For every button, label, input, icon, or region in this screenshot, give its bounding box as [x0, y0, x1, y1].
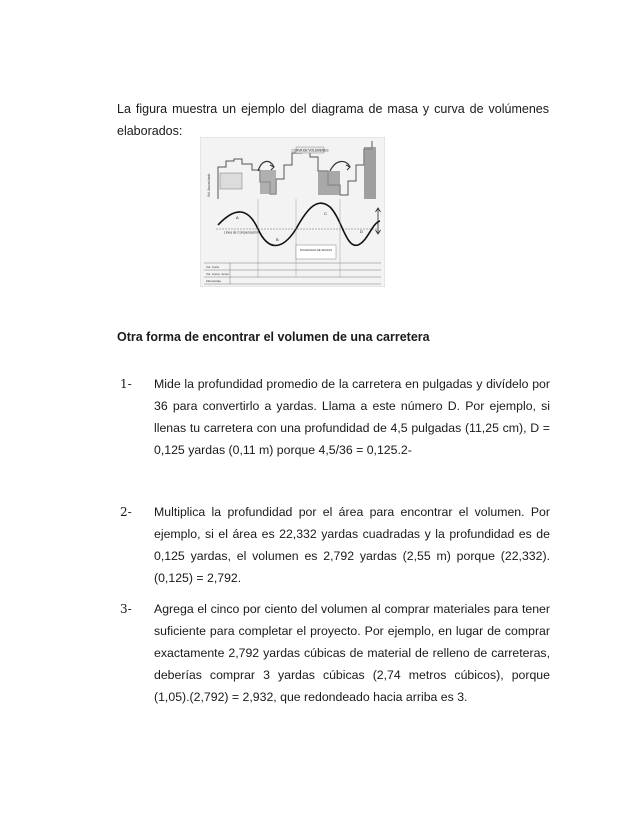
cut-zone-1: [260, 170, 276, 194]
letter-b: B: [276, 237, 279, 242]
table-row-label-2: Vol. Comp. Acum.: [206, 272, 230, 276]
mass-diagram-svg: [200, 137, 385, 287]
section-heading: Otra forma de encontrar el volumen de una carretera: [117, 330, 430, 344]
cut-zone-3: [364, 147, 376, 199]
step-text: Mide la profundidad promedio de la carretera en pulgadas y divídelo por 36 para convertirlo a yardas. Llama a este número D. Por ejemplo, si llenas tu carretera con una profundidad de 4,5 pulgadas (11,25 cm), D = 0,125 yardas (0,11 m) porque 4,5/36 = 0,125.2-: [154, 377, 550, 457]
step-text: Agrega el cinco por ciento del volumen al comprar materiales para tener suficiente para completar el proyecto. Por ejemplo, en lugar de comprar exactamente 2,792 yardas cúbicas de material de relleno de carreteras, deberías comprar 3 yardas cúbicas (2,74 metros cúbicos), porque (1,05).(2,792) = 2,932, que redondeado hacia arriba es 3.: [154, 602, 550, 704]
cut-zone-2: [318, 171, 340, 195]
step-text: Multiplica la profundidad por el área para encontrar el volumen. Por ejemplo, si el área es 22,332 yardas cuadradas y la profundidad es de 0,125 yardas, el volumen es 2,792 yardas (2,55 m) porque (22,332).(0,125) = 2,792.: [154, 505, 550, 585]
letter-c: C: [324, 211, 327, 216]
vertical-axis-label: Vol. Acumulado: [207, 173, 211, 197]
list-item: [118, 598, 550, 708]
intro-paragraph: La figura muestra un ejemplo del diagrama de masa y curva de volúmenes elaborados:: [117, 101, 549, 138]
compensation-label: Línea de Compensación: [224, 230, 259, 235]
table-row-label-1: Vol. Corte: [206, 265, 220, 269]
steps-list: [118, 373, 550, 708]
letter-a: A: [236, 215, 239, 220]
list-item: [118, 501, 550, 589]
step-number: 2-: [120, 505, 132, 519]
list-item: [118, 373, 550, 461]
fill-zone: [220, 173, 242, 189]
curve-title-label: CURVA DE VOLUMENES: [291, 148, 329, 153]
letter-d: D: [360, 229, 363, 234]
step-number: 1-: [120, 377, 132, 391]
mass-diagram-figure: [200, 137, 385, 287]
step-number: 3-: [120, 602, 132, 616]
diagram-caption: DIAGRAMA DE MASAS: [299, 248, 333, 252]
table-row-label-3: Kilometraje: [206, 279, 222, 283]
